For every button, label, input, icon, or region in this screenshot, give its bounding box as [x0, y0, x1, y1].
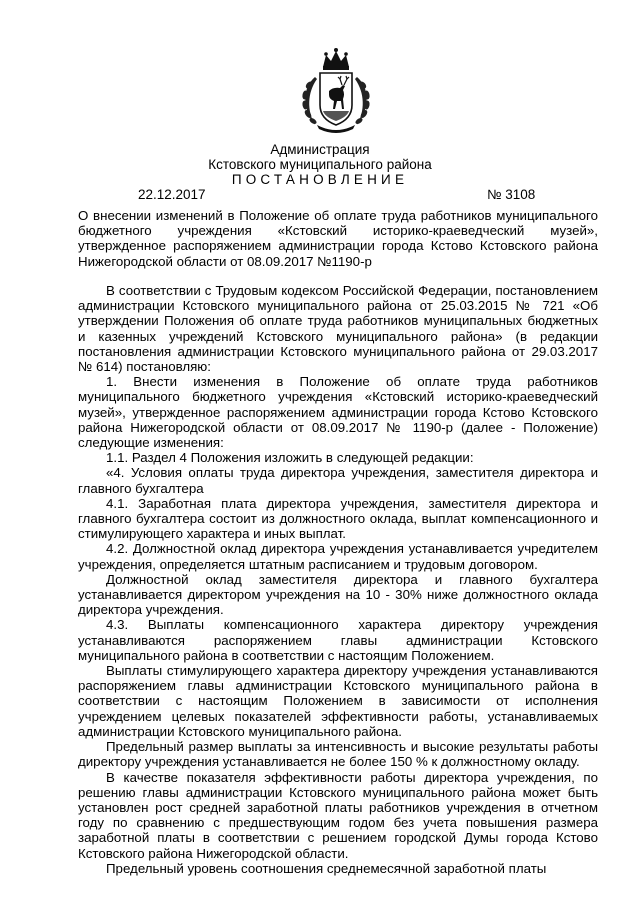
- header-document-type: ПОСТАНОВЛЕНИЕ: [231, 172, 409, 187]
- paragraph: «4. Условия оплаты труда директора учреждения, заместителя директора и главного бухгалтера: [78, 465, 598, 496]
- document-body: [78, 283, 598, 876]
- document-subject: О внесении изменений в Положение об оплате труда работников муниципального бюджетного учреждения «Кстовский историко-краеведческий музей», утвержденное распоряжением администрации города Кстово Кстовского района Нижегородской области от 08.09.2017 №1190-р: [78, 208, 598, 269]
- paragraph: В соответствии с Трудовым кодексом Российской Федерации, постановлением администрации Кстовского муниципального района от 25.03.2015 № 721 «Об утверждении Положения об оплате труда работников муниципальных бюджетных и казенных учреждений Кстовского муниципального района» (в редакции постановления администрации Кстовского муниципального района от 29.03.2017 № 614) постановляю:: [78, 283, 598, 375]
- wreath-right-icon: [354, 77, 370, 125]
- paragraph: 4.3. Выплаты компенсационного характера директору учреждения устанавливаются распоряжением главы администрации Кстовского муниципального района в соответствии с настоящим Положением.: [78, 617, 598, 663]
- paragraph: Предельный размер выплаты за интенсивность и высокие результаты работы директору учреждения устанавливается не более 150 % к должностному окладу.: [78, 739, 598, 770]
- shield-icon: [320, 73, 352, 125]
- paragraph: 1. Внести изменения в Положение об оплате труда работников муниципального бюджетного учреждения «Кстовский историко-краеведческий музей», утвержденное распоряжением администрации города Кстово Кстовского района Нижегородской области от 08.09.2017 № 1190-р (далее - Положение) следующие изменения:: [78, 374, 598, 451]
- paragraph: 4.2. Должностной оклад директора учреждения устанавливается учредителем учреждения, определяется штатным расписанием и трудовым договором.: [78, 541, 598, 572]
- wreath-left-icon: [302, 77, 318, 125]
- coat-of-arms-emblem: [293, 47, 379, 135]
- paragraph: Должностной оклад заместителя директора и главного бухгалтера устанавливается директором учреждения на 10 - 30% ниже должностного оклада директора учреждения.: [78, 571, 598, 618]
- paragraph: 4.1. Заработная плата директора учреждения, заместителя директора и главного бухгалтера состоит из должностного оклада, выплат компенсационного и стимулирующего характера и иных выплат.: [78, 495, 598, 542]
- paragraph: 1.1. Раздел 4 Положения изложить в следующей редакции:: [106, 450, 474, 466]
- document-number: № 3108: [487, 187, 536, 202]
- paragraph: Выплаты стимулирующего характера директору учреждения устанавливаются распоряжением главы администрации Кстовского муниципального района в соответствии с настоящим Положением в зависимости от исполнения учреждением целевых показателей эффективности работы, устанавливаемых администрации Кстовского муниципального района.: [78, 663, 598, 739]
- document-date: 22.12.2017: [138, 187, 206, 202]
- crown-icon: [323, 48, 349, 70]
- paragraph: Предельный уровень соотношения среднемесячной заработной платы: [106, 860, 547, 876]
- header-organization: Администрация: [270, 142, 370, 157]
- header-district: Кстовского муниципального района: [208, 157, 432, 172]
- paragraph: В качестве показателя эффективности работы директора учреждения, по решению главы администрации Кстовского муниципального района может быть установлен рост средней заработной платы работников учреждения в отчетном году по сравнению с предшествующим годом без учета повышения размера заработной платы в соответствии с решением городской Думы города Кстово Кстовского района Нижегородской области.: [78, 769, 598, 861]
